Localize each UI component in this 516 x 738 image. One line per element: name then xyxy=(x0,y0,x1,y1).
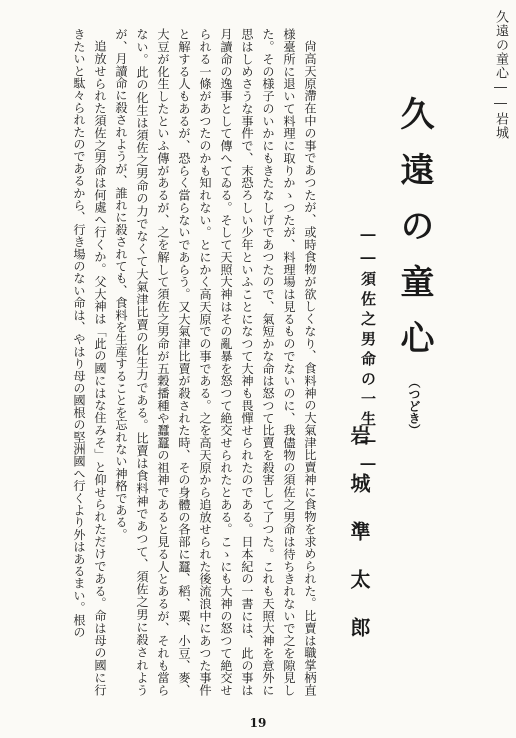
body-text xyxy=(30,28,320,696)
page-number: 19 xyxy=(249,716,267,730)
title-main: 久遠の童心 xyxy=(394,96,434,376)
article-subtitle: ――須佐之男命の一生―― xyxy=(359,225,377,477)
paragraph: 尙高天原滯在中の事であつたが、或時食物が欲しくなり、食料神の大氣津比賣神に食物を求められた。比賣は職掌柄直様臺所に退いて料理に取りかゝつたが、料理場は見るものでないのに、我儘物の須佐之男命は待ちきれないで之を隙見した。その様子のいかにもきたなしげであつたので、氣短かな命は怒つて比賣を殺害して了つた。これも天照大神を意外に思はしめさうな事件で、末恐ろしい少年といふことになつて大神も畏憚せられたのである。日本紀の一書には、此の事は月讀命の逸事として傳へてゐる。そして天照大神はその亂暴を怒つて絶交せられたとある。こゝにも大神の怒つて絶交せられる一條があつたのかも知れない。とにかく高天原での事である。之を高天原から追放せられた後流浪中にあつた事件と解する人もあるが、恐らく當らないであらう。又大氣津比賣が殺された時、その身體の各部に蠶、稻、粟、小豆、麥、大豆が化生したといふ傳があるが、之を解して須佐之男命が五穀播種や蠶蠶の祖神であると見る人とあるが、それも當らない。此の化生は須佐之男命の力でなくて大氣津比賣の化生力である。比賣は食料神であつて、須佐之男に殺されようが、月讀命に殺されようが、誰れに殺されても、食料を生産することを忘れない神格である。 xyxy=(114,28,317,696)
article-title xyxy=(390,96,439,436)
title-ruby: （つどき） xyxy=(407,376,421,436)
paragraph: 追放せられた須佐之男命は何處へ行くか。父大神は「此の國にはな住みそ」と仰せられただけである。命は母の國に行きたいと駄々られたのであるから、行き場のない命は、やはり母の國根の堅洲國へ行くより外はあるまい。根の xyxy=(72,28,107,696)
author-name: 岩城準太郎 xyxy=(347,425,371,665)
running-header: 久遠の童心――岩城 xyxy=(493,10,508,140)
